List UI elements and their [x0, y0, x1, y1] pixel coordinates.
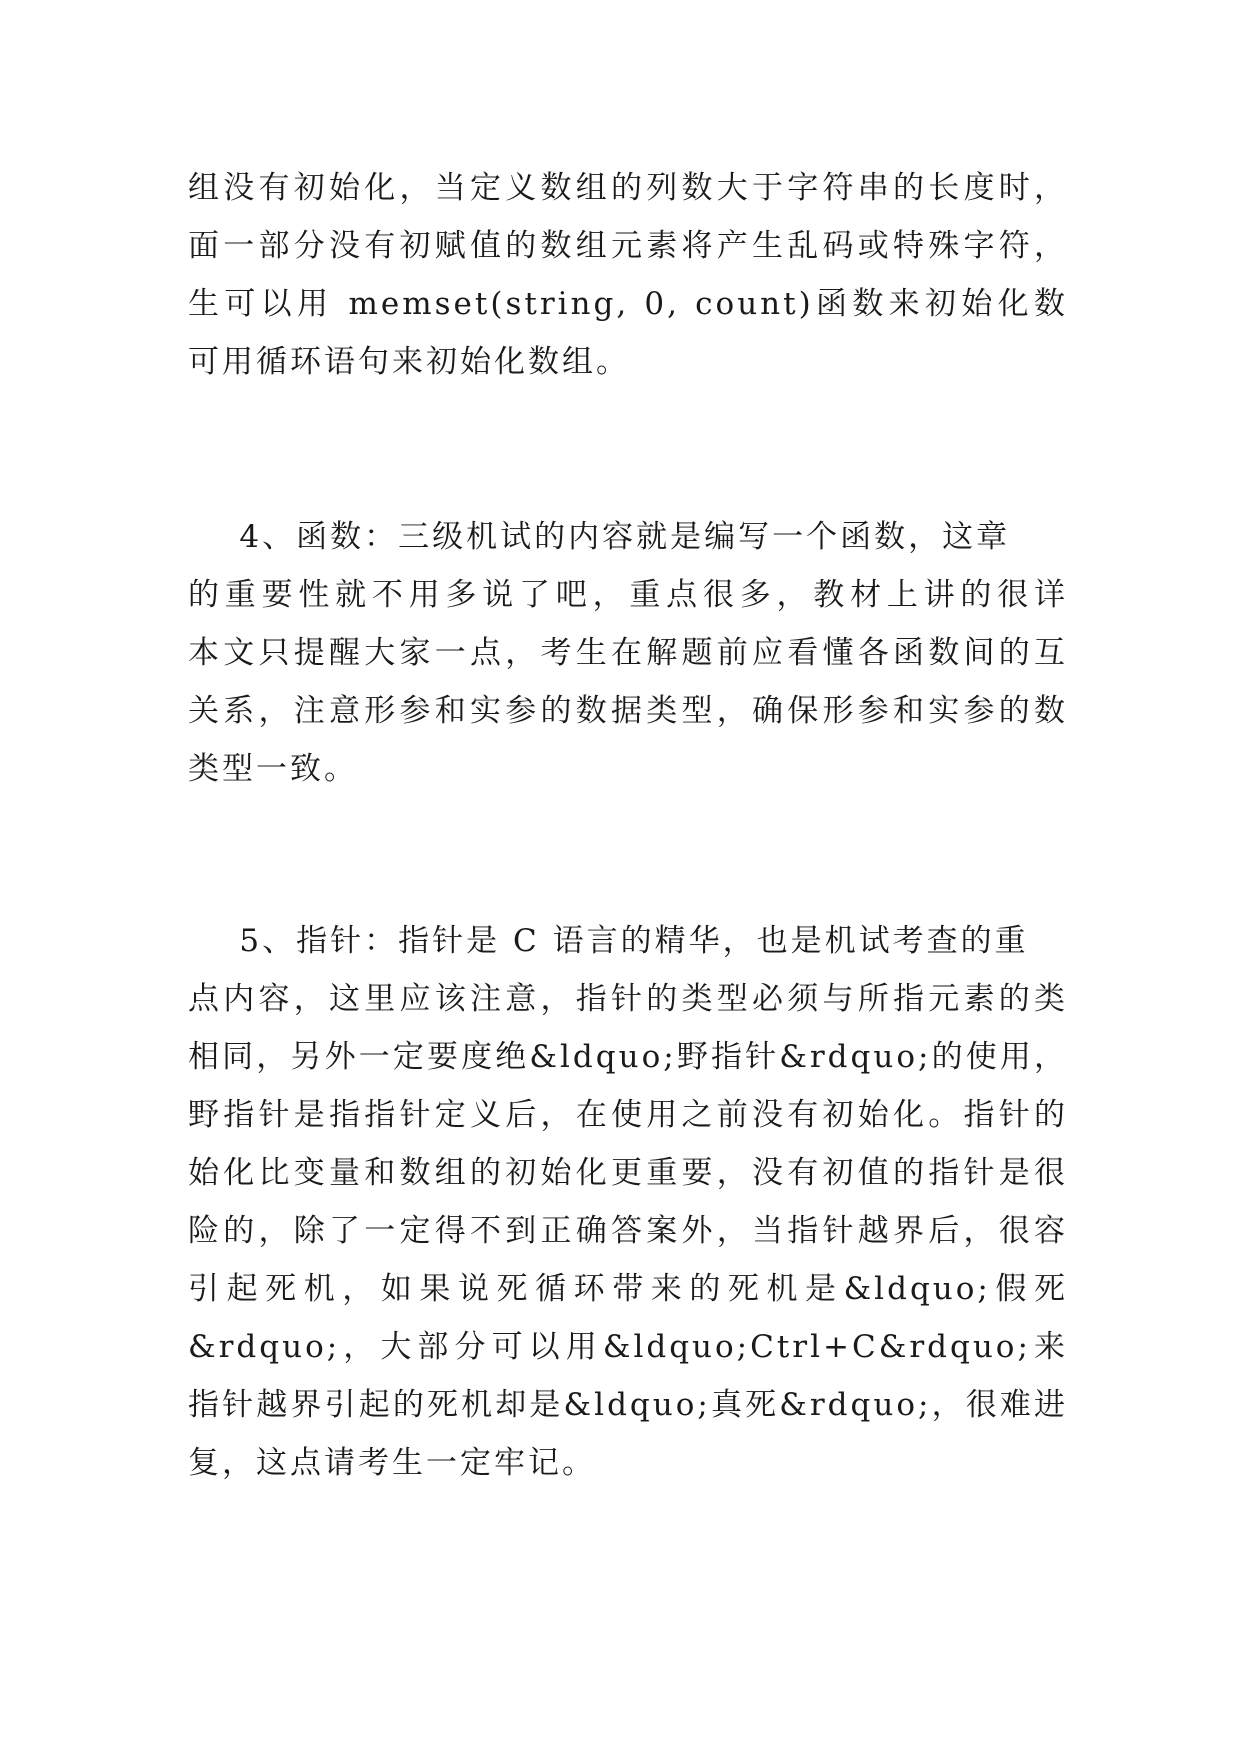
text-line: 关系，注意形参和实参的数据类型，确保形参和实参的数 [188, 693, 1068, 729]
paragraph-functions [188, 508, 1068, 798]
text-line: 复，这点请考生一定牢记。 [188, 1445, 596, 1481]
text-line: 野指针是指指针定义后，在使用之前没有初始化。指针的 [188, 1097, 1068, 1133]
text-line: 相同，另外一定要度绝&ldquo;野指针&rdquo;的使用， [188, 1039, 1068, 1075]
text-line: 险的，除了一定得不到正确答案外，当指针越界后，很容 [188, 1213, 1068, 1249]
text-line: 本文只提醒大家一点，考生在解题前应看懂各函数间的互 [188, 635, 1068, 671]
text-line: 面一部分没有初赋值的数组元素将产生乱码或特殊字符， [188, 228, 1068, 264]
text-line: 5、指针：指针是 C 语言的精华，也是机试考查的重 [188, 923, 1029, 959]
text-line: 指针越界引起的死机却是&ldquo;真死&rdquo;，很难进 [188, 1387, 1068, 1423]
text-line: 的重要性就不用多说了吧，重点很多，教材上讲的很详 [188, 577, 1068, 613]
text-line: 始化比变量和数组的初始化更重要，没有初值的指针是很 [188, 1155, 1068, 1191]
paragraph-pointers [188, 912, 1068, 1492]
text-line: 类型一致。 [188, 751, 358, 787]
text-line: &rdquo;，大部分可以用&ldquo;Ctrl+C&rdquo;来 [188, 1329, 1068, 1365]
text-line: 引起死机，如果说死循环带来的死机是&ldquo;假死 [188, 1271, 1068, 1307]
text-line: 4、函数：三级机试的内容就是编写一个函数，这章 [188, 519, 1011, 555]
text-line: 点内容，这里应该注意，指针的类型必须与所指元素的类 [188, 981, 1068, 1017]
text-line: 组没有初始化，当定义数组的列数大于字符串的长度时， [188, 170, 1068, 206]
paragraph-array-init [188, 159, 1068, 391]
text-line: 生可以用 memset(string, 0, count)函数来初始化数 [188, 286, 1068, 322]
text-line: 可用循环语句来初始化数组。 [188, 344, 630, 380]
